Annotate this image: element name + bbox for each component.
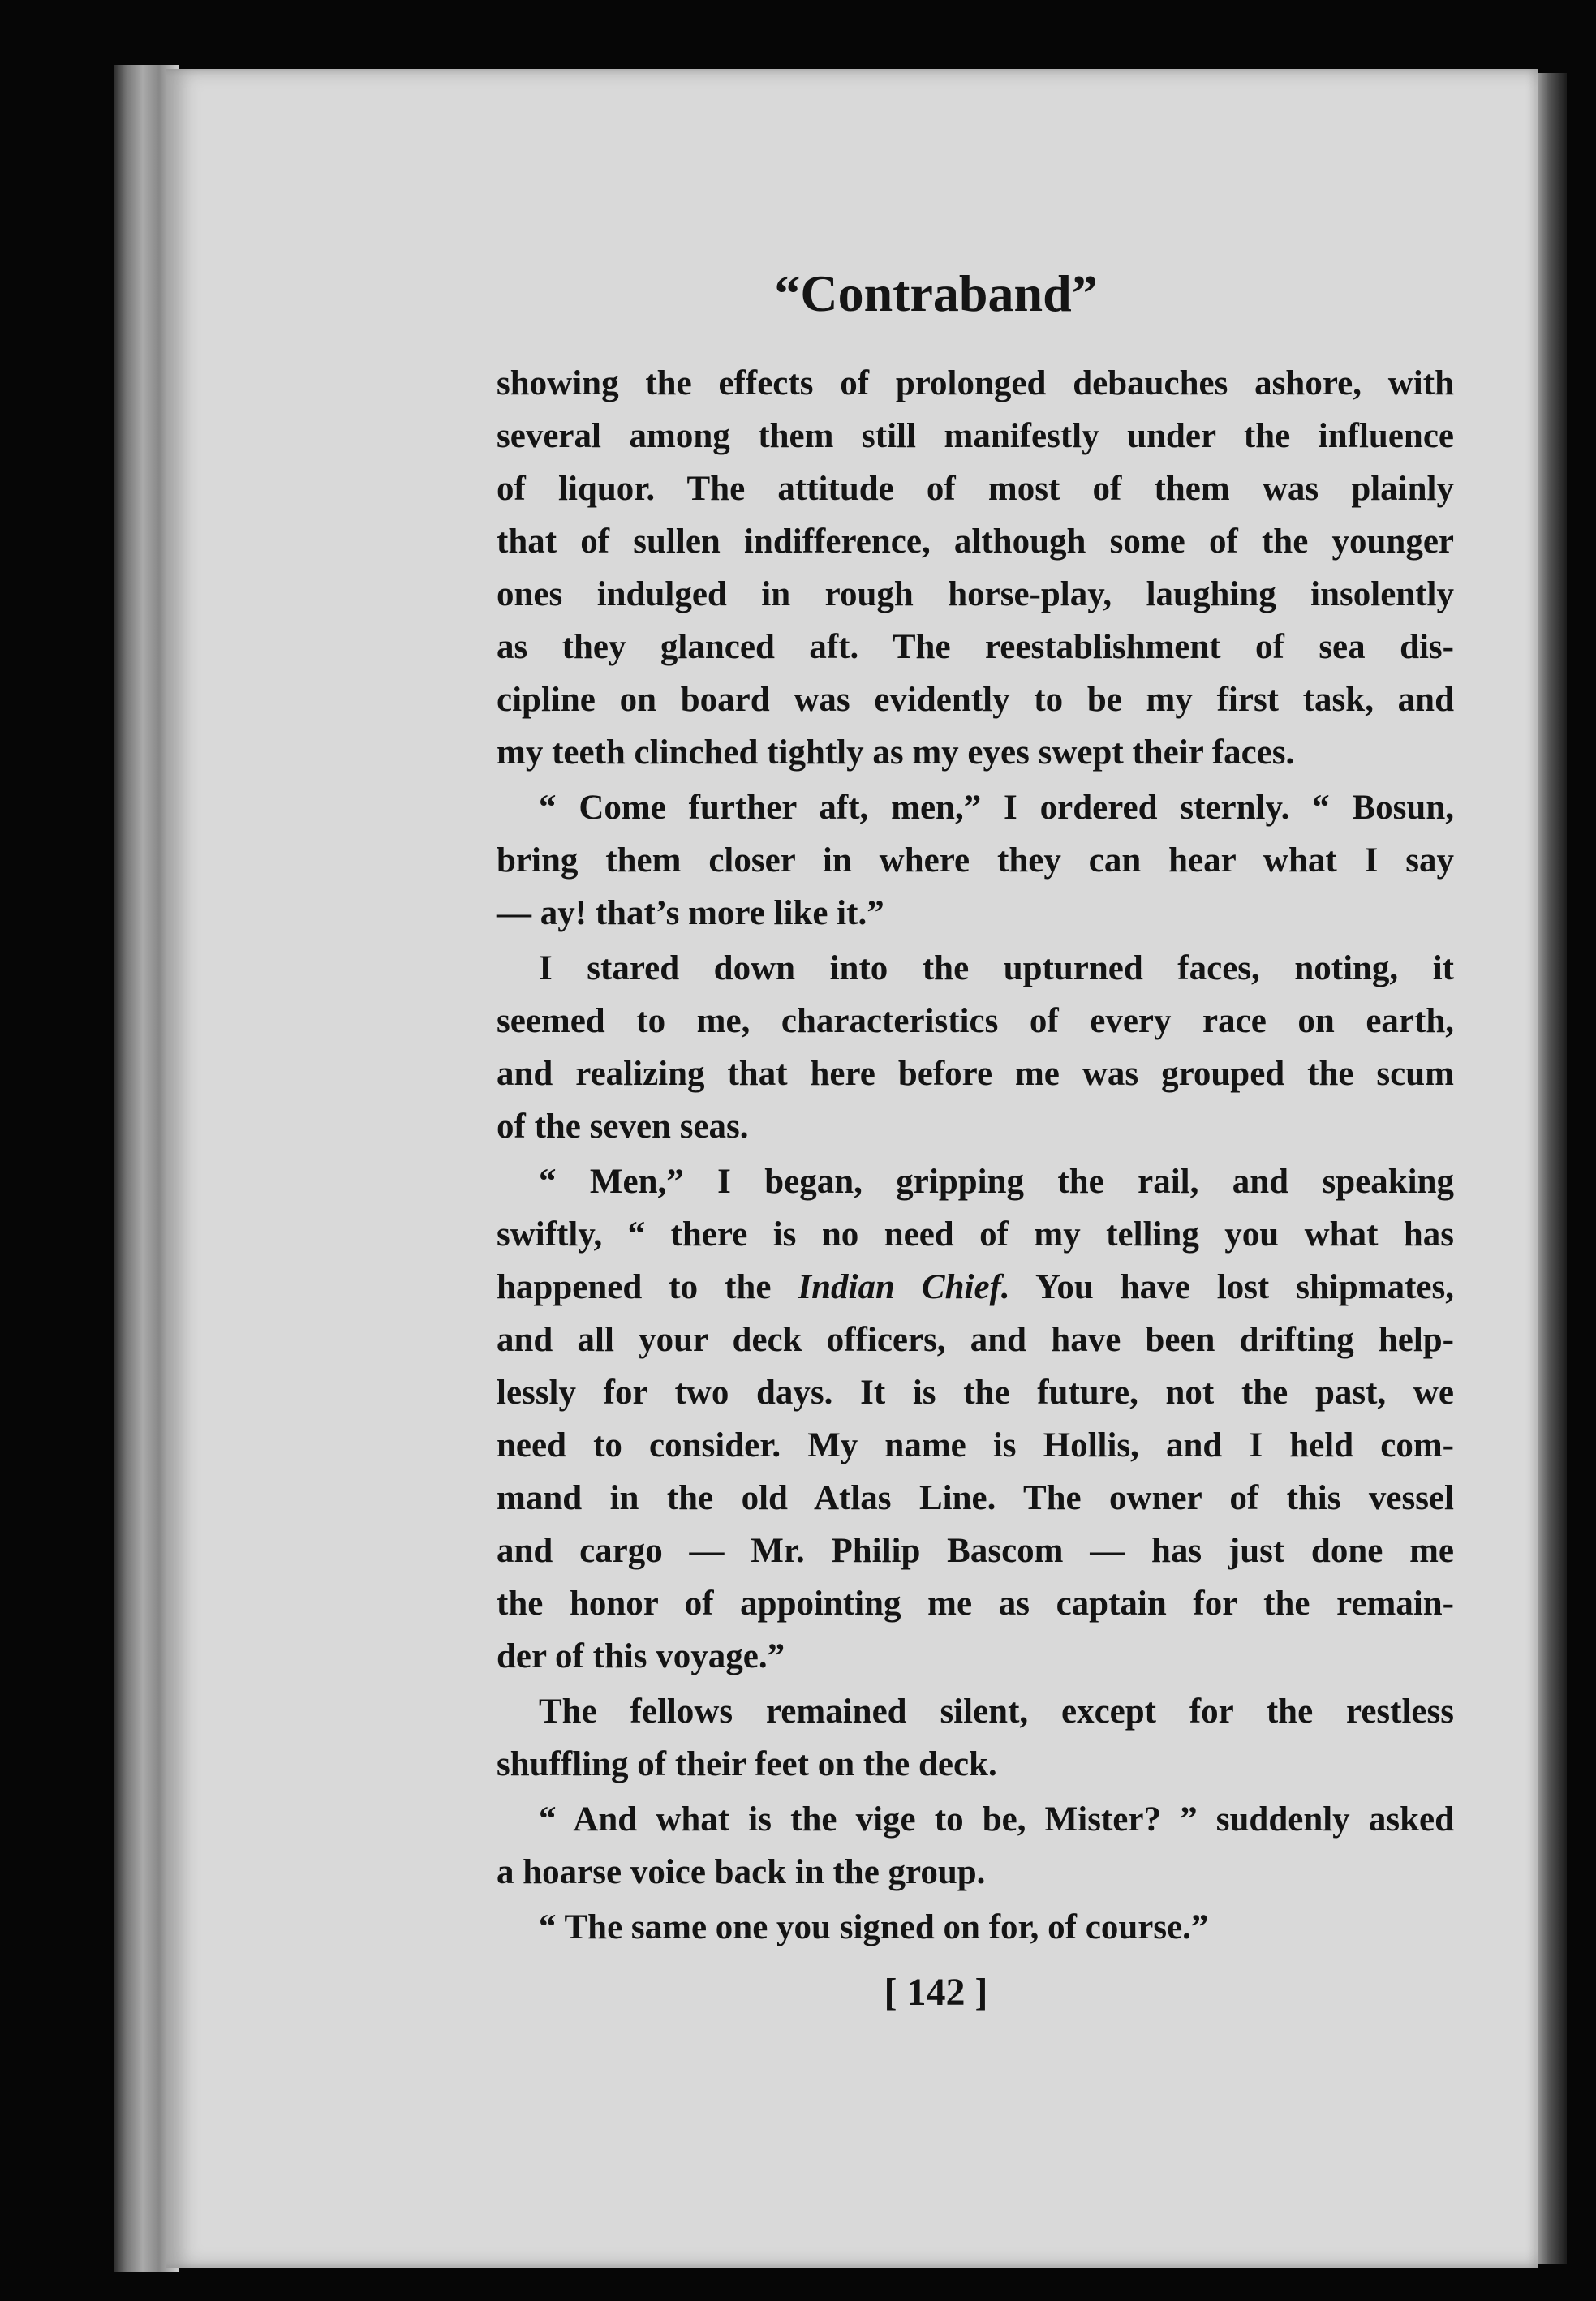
text-line: der of this voyage.” xyxy=(497,1637,785,1675)
ship-name: Indian Chief. xyxy=(798,1268,1010,1306)
text-line: lessly for two days. It is the future, not the past, we xyxy=(497,1374,1454,1412)
text-line: a hoarse voice back in the group. xyxy=(497,1853,986,1891)
text-line: “ And what is the vige to be, Mister? ” suddenly asked xyxy=(539,1800,1454,1839)
text-line: that of sullen indifference, although some of the younger xyxy=(497,523,1454,561)
text-line: need to consider. My name is Hollis, and I held com- xyxy=(497,1426,1454,1464)
text-line xyxy=(497,1261,1454,1314)
text-run: You have lost shipmates, xyxy=(1009,1268,1454,1306)
text-line: my teeth clinched tightly as my eyes swept their faces. xyxy=(497,733,1295,772)
text-line: I stared down into the upturned faces, noting, it xyxy=(539,949,1454,987)
body-text xyxy=(497,357,1454,1954)
text-line: mand in the old Atlas Line. The owner of this vessel xyxy=(497,1479,1454,1517)
text-line: The fellows remained silent, except for the restless xyxy=(539,1692,1454,1731)
text-run: happened to the xyxy=(497,1268,798,1306)
text-line: cipline on board was evidently to be my first task, and xyxy=(497,681,1454,719)
text-line: swiftly, “ there is no need of my telling you what has xyxy=(497,1215,1454,1254)
text-line: ones indulged in rough horse-play, laughing insolently xyxy=(497,575,1454,613)
text-line: shuffling of their feet on the deck. xyxy=(497,1745,997,1783)
text-line: “ Come further aft, men,” I ordered sternly. “ Bosun, xyxy=(539,789,1454,827)
text-line: the honor of appointing me as captain for the remain- xyxy=(497,1585,1454,1623)
page-number: [ 142 ] xyxy=(884,1971,988,2014)
text-line: of liquor. The attitude of most of them was plainly xyxy=(497,470,1454,508)
text-line: and cargo — Mr. Philip Bascom — has just done me xyxy=(497,1532,1454,1570)
text-line: of the seven seas. xyxy=(497,1107,749,1146)
text-line: “ The same one you signed on for, of course.” xyxy=(539,1908,1209,1946)
text-line: several among them still manifestly under the influence xyxy=(497,417,1454,455)
text-line: and all your deck officers, and have been drifting help- xyxy=(497,1321,1454,1359)
text-line: showing the effects of prolonged debauches ashore, with xyxy=(497,364,1454,402)
text-line: — ay! that’s more like it.” xyxy=(497,894,884,932)
page-edge xyxy=(1538,73,1567,2264)
text-line: as they glanced aft. The reestablishment of sea dis- xyxy=(497,628,1454,666)
running-head: “Contraband” xyxy=(774,265,1098,322)
text-line: seemed to me, characteristics of every race on earth, xyxy=(497,1002,1454,1040)
text-line: and realizing that here before me was grouped the scum xyxy=(497,1055,1454,1093)
text-line: bring them closer in where they can hear what I say xyxy=(497,841,1454,880)
text-line: “ Men,” I began, gripping the rail, and speaking xyxy=(539,1163,1454,1201)
